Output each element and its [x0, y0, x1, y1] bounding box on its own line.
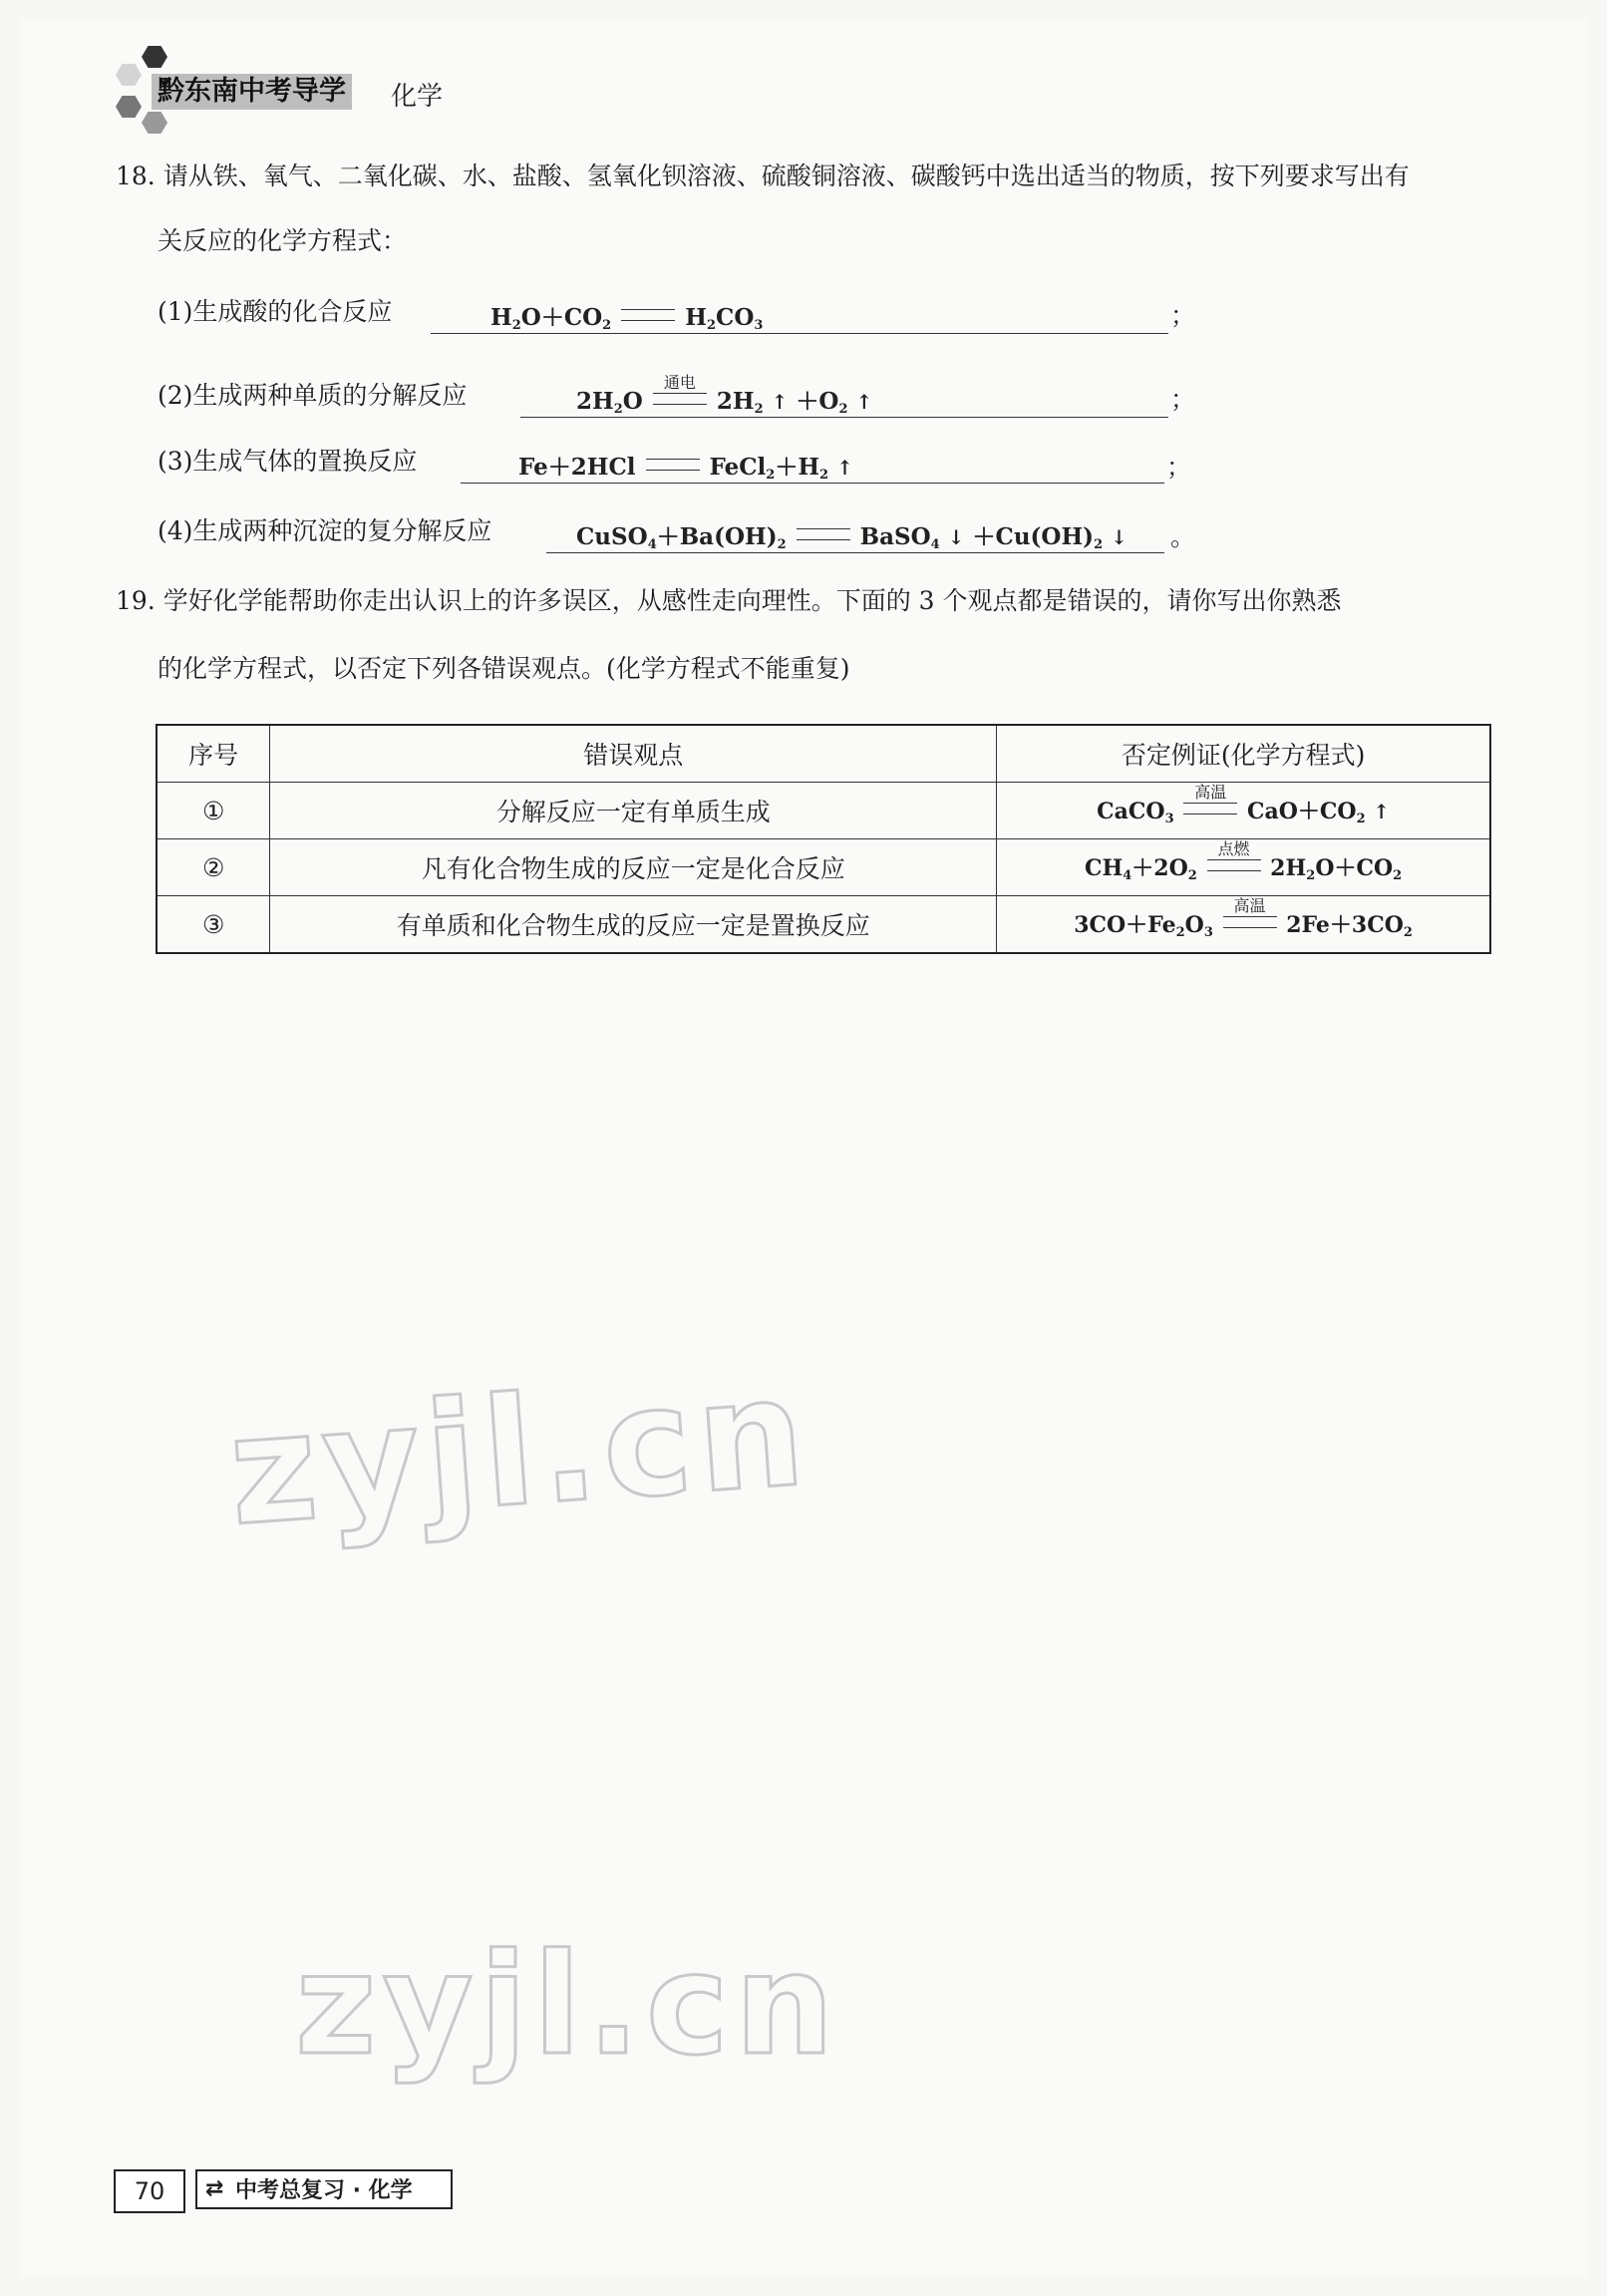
- row-example: CaCO$_3$ 高温 $CaO+CO_2$ ↑: [997, 783, 1490, 839]
- q18-item1-answer: $H_2O+CO_2$ $H_2CO_3$: [490, 304, 764, 333]
- equals-sign: [646, 459, 700, 471]
- header-subject: 化学: [391, 82, 444, 112]
- table-header-example: 否定例证(化学方程式): [997, 725, 1490, 783]
- q18-item4-label: (4)生成两种沉淀的复分解反应: [158, 516, 492, 545]
- row-view: 凡有化合物生成的反应一定是化合反应: [270, 839, 997, 896]
- equals-sign: 通电: [653, 393, 707, 405]
- row-index: ①: [157, 783, 270, 839]
- page-number: 70: [114, 2169, 185, 2213]
- q19-table: [156, 724, 1491, 954]
- row-view: 有单质和化合物生成的反应一定是置换反应: [270, 896, 997, 954]
- q18-item4-answer: $CuSO_4+Ba(OH)_2$ BaSO$_4$ ↓ $+Cu(OH)_2$ ↓: [576, 523, 1127, 552]
- footer-book-title: [195, 2169, 453, 2209]
- q18-intro-line1: 18. 请从铁、氧气、二氧化碳、水、盐酸、氢氧化钡溶液、硫酸铜溶液、碳酸钙中选出适当的物质，按下列要求写出有: [116, 162, 1410, 190]
- row-example: $CH_4+2O_2$ 点燃 $2H_2O+CO_2$: [997, 839, 1490, 896]
- equals-sign: [621, 309, 675, 321]
- header-title: 黔东南中考导学: [152, 74, 352, 110]
- footer-title-text: 中考总复习 · 化学: [235, 2178, 413, 2203]
- table-header-row: [157, 725, 1490, 783]
- table-header-index: 序号: [157, 725, 270, 783]
- equals-sign: 点燃: [1207, 859, 1261, 871]
- q18-item4-end: 。: [1170, 522, 1196, 551]
- q18-item3-label: (3)生成气体的置换反应: [158, 447, 418, 476]
- q18-intro-line2: 关反应的化学方程式：: [158, 226, 408, 255]
- watermark: zyjl.cn: [223, 1345, 815, 1560]
- q18-item2-end: ；: [1170, 385, 1196, 414]
- row-index: ③: [157, 896, 270, 954]
- q19-intro-line2: 的化学方程式，以否定下列各错误观点。(化学方程式不能重复): [158, 654, 850, 683]
- equals-sign: 高温: [1183, 803, 1237, 815]
- arrow-icon: ⇄: [205, 2176, 224, 2201]
- q19-intro-line1: 19. 学好化学能帮助你走出认识上的许多误区，从感性走向理性。下面的 3 个观点都是错误的，请你写出你熟悉: [116, 586, 1342, 615]
- row-example: $3CO+Fe_2O_3$ 高温 $2Fe+3CO_2$: [997, 896, 1490, 954]
- q18-item1-label: (1)生成酸的化合反应: [158, 297, 393, 326]
- table-row: [157, 896, 1490, 954]
- q18-item3-end: ；: [1166, 453, 1192, 482]
- table-row: [157, 839, 1490, 896]
- row-view: 分解反应一定有单质生成: [270, 783, 997, 839]
- equals-sign: 高温: [1223, 916, 1277, 928]
- row-index: ②: [157, 839, 270, 896]
- equals-sign: [797, 528, 850, 540]
- q18-item3-answer: Fe＋2HCl $FeCl_2+H_2$ ↑: [518, 454, 853, 483]
- q18-item2-answer: $2H_2O$ 通电 $2H_2$ ↑ $+O_2$ ↑: [576, 373, 873, 417]
- table-row: [157, 783, 1490, 839]
- q18-item2-label: (2)生成两种单质的分解反应: [158, 381, 468, 410]
- q18-item1-end: ；: [1170, 301, 1196, 330]
- watermark: zyjl.cn: [295, 1924, 840, 2087]
- table-header-view: 错误观点: [270, 725, 997, 783]
